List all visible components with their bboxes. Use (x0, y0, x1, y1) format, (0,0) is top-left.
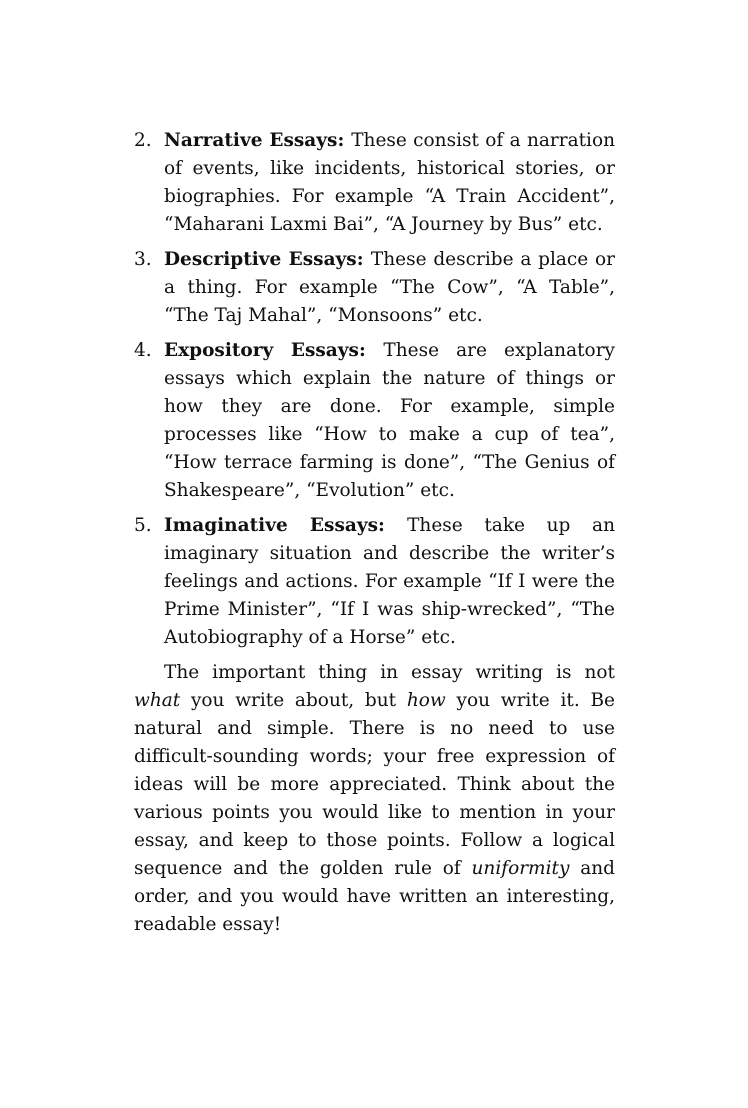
list-item-descriptive (134, 246, 615, 330)
term-description: These take up an imaginary situation and describe the writer’s feelings and actions. For example “If I were the Prime Minister”, “If I was ship-wrecked”, “The Autobiography of a Horse” etc. (164, 515, 615, 648)
list-number: 3. (134, 249, 152, 270)
emphasis-what: what (134, 690, 181, 711)
emphasis-uniformity: uniformity (471, 858, 570, 879)
term-description: These are explanatory essays which explain the nature of things or how they are done. For example, simple processes like “How to make a cup of tea”, “How terrace farming is done”, “The Genius of Shakespeare”, “Evolution” etc. (164, 340, 615, 501)
list-number: 2. (134, 130, 152, 151)
term-description: These describe a place or a thing. For example “The Cow”, “A Table”, “The Taj Mahal”, “Monsoons” etc. (164, 249, 615, 326)
term-heading: Expository Essays: (164, 340, 384, 361)
term-heading: Descriptive Essays: (164, 249, 371, 270)
list-number: 5. (134, 515, 152, 536)
emphasis-how: how (406, 690, 446, 711)
paragraph-text: and order, and you would have written an interesting, readable essay! (134, 858, 615, 935)
list-item-imaginative (134, 512, 615, 652)
closing-paragraph (134, 659, 615, 939)
essay-types-list (134, 127, 615, 652)
page-content (134, 127, 615, 939)
list-item-expository (134, 337, 615, 505)
term-heading: Narrative Essays: (164, 130, 352, 151)
paragraph-text: The important thing in essay writing is not (164, 662, 615, 683)
term-heading: Imaginative Essays: (164, 515, 408, 536)
list-number: 4. (134, 340, 152, 361)
list-item-narrative (134, 127, 615, 239)
paragraph-text: you write about, but (180, 690, 407, 711)
term-description: These consist of a narration of events, like incidents, historical stories, or biographies. For example “A Train Accident”, “Maharani Laxmi Bai”, “A Journey by Bus” etc. (164, 130, 616, 235)
paragraph-text: you write it. Be natural and simple. There is no need to use difficult-sounding words; your free expression of ideas will be more appreciated. Think about the various points you would like to mention in your essay, and keep to those points. Follow a logical sequence and the golden rule of (134, 690, 615, 879)
